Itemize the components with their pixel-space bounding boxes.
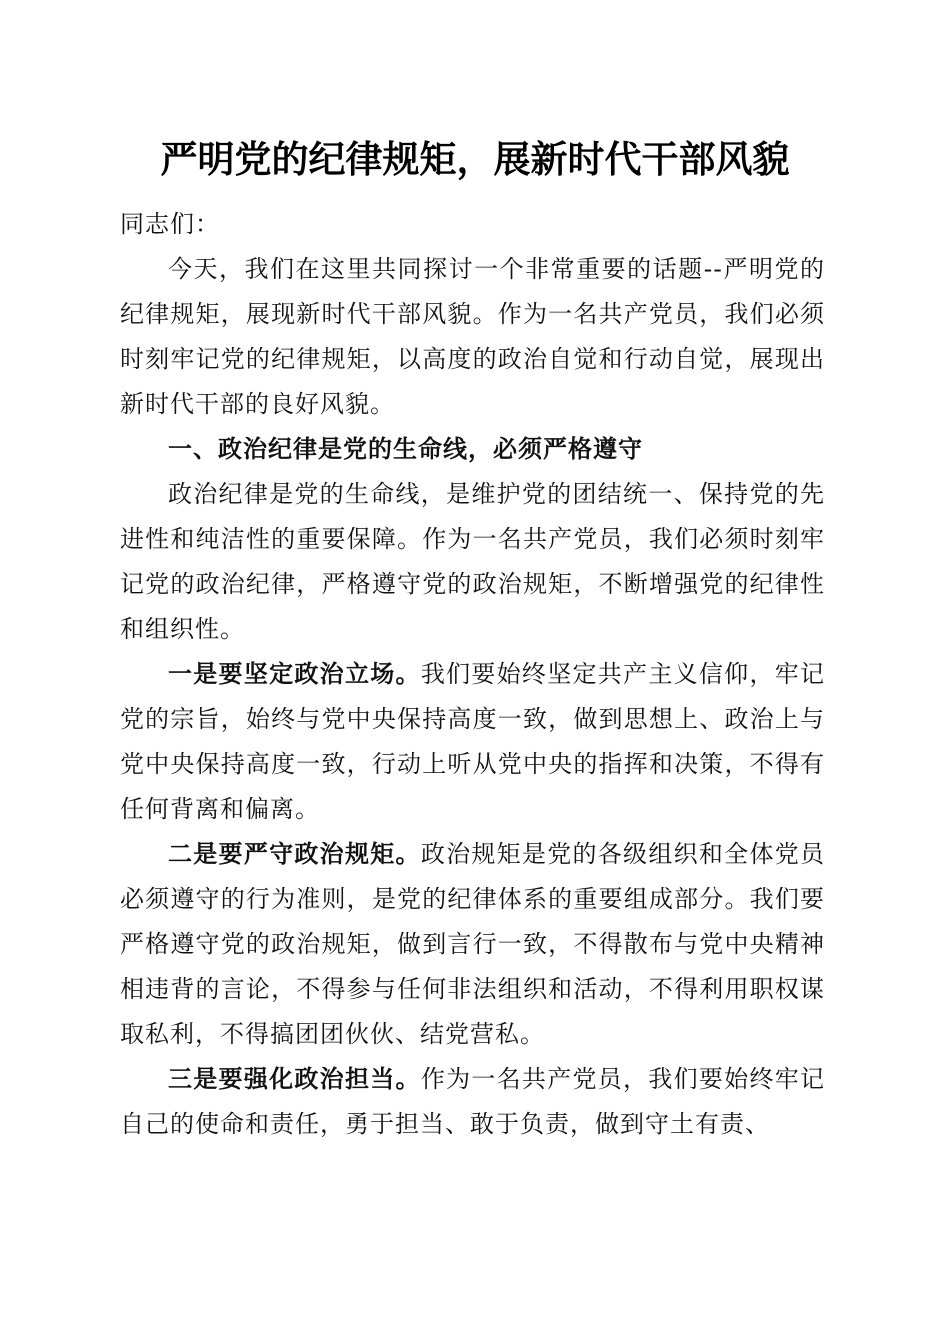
document-body bbox=[120, 202, 825, 1147]
point-text: 作为一名共产党员，我们要始终牢记自己的使命和责任，勇于担当、敢于负责，做到守土有责、 bbox=[120, 1065, 826, 1138]
point-text: 政治规矩是党的各级组织和全体党员必须遵守的行为准则，是党的纪律体系的重要组成部分。我们要严格遵守党的政治规矩，做到言行一致，不得散布与党中央精神相违背的言论，不得参与任何非法组织和活动，不得利用职权谋取私利，不得搞团团伙伙、结党营私。 bbox=[120, 840, 826, 1048]
section-paragraph: 政治纪律是党的生命线，是维护党的团结统一、保持党的先进性和纯洁性的重要保障。作为一名共产党员，我们必须时刻牢记党的政治纪律，严格遵守党的政治规矩，不断增强党的纪律性和组织性。 bbox=[120, 480, 825, 643]
document-title: 严明党的纪律规矩，展新时代干部风貌 bbox=[160, 137, 790, 181]
point-text: 我们要始终坚定共产主义信仰，牢记党的宗旨，始终与党中央保持高度一致，做到思想上、政治上与党中央保持高度一致，行动上听从党中央的指挥和决策，不得有任何背离和偏离。 bbox=[120, 660, 826, 823]
point-paragraph-1 bbox=[120, 652, 825, 832]
salutation: 同志们： bbox=[120, 210, 220, 238]
section-heading: 一、政治纪律是党的生命线，必须严格遵守 bbox=[168, 435, 643, 463]
point-paragraph-2 bbox=[120, 832, 825, 1057]
point-paragraph-3 bbox=[120, 1057, 825, 1147]
intro-paragraph: 今天，我们在这里共同探讨一个非常重要的话题--严明党的纪律规矩，展现新时代干部风貌。作为一名共产党员，我们必须时刻牢记党的纪律规矩，以高度的政治自觉和行动自觉，展现出新时代干部的良好风貌。 bbox=[120, 255, 825, 418]
point-lead: 一是要坚定政治立场。 bbox=[168, 660, 421, 688]
point-lead: 三是要强化政治担当。 bbox=[168, 1065, 421, 1093]
point-lead: 二是要严守政治规矩。 bbox=[168, 840, 421, 868]
